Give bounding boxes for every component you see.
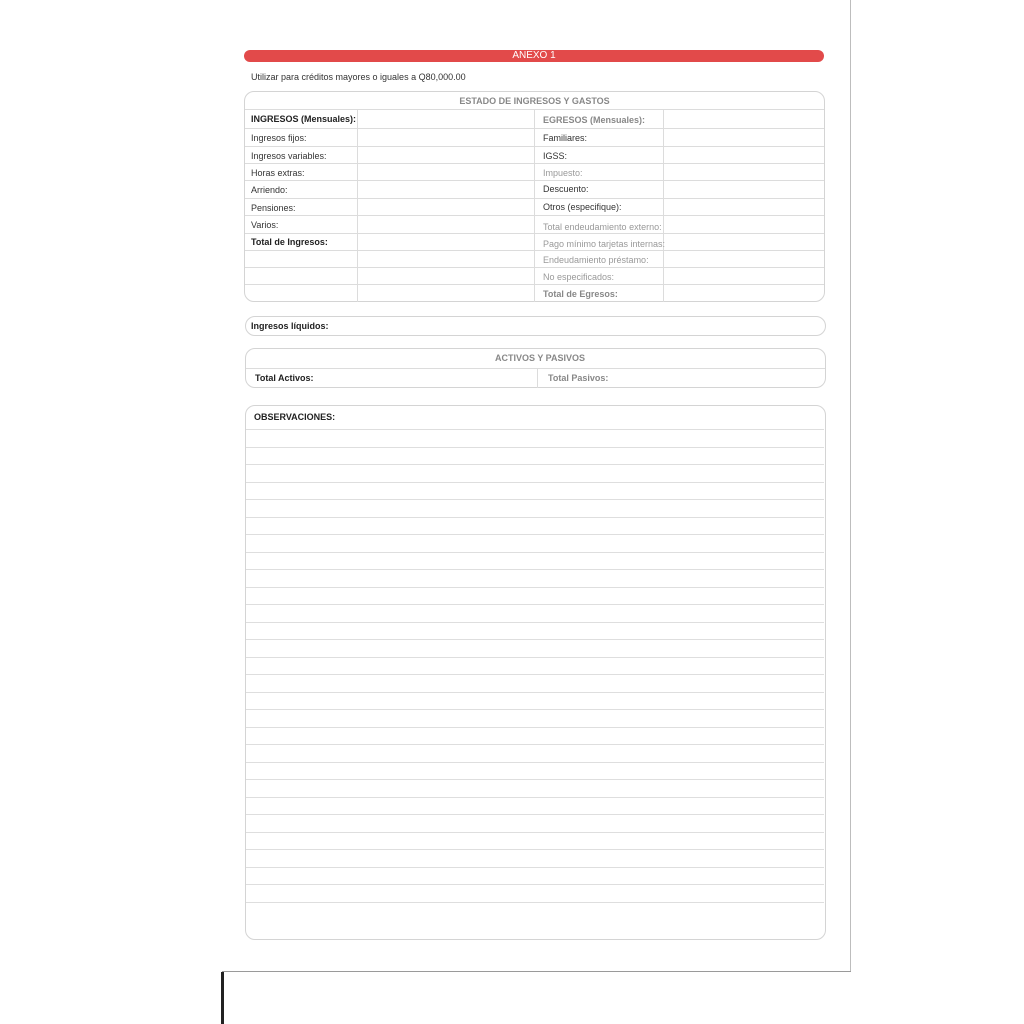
column-divider: [534, 110, 535, 302]
egresos-item: IGSS:: [543, 151, 568, 161]
row-divider: [245, 233, 824, 234]
egresos-total-label: Total de Egresos:: [543, 289, 618, 299]
ruled-line: [246, 499, 824, 500]
egresos-item: Descuento:: [543, 184, 589, 194]
row-divider: [245, 198, 824, 199]
ingresos-item: Ingresos fijos:: [251, 133, 307, 143]
ruled-line: [246, 797, 824, 798]
row-divider: [245, 128, 824, 129]
egresos-item: No especificados:: [543, 272, 615, 282]
egresos-item: Familiares:: [543, 133, 588, 143]
row-divider: [245, 215, 824, 216]
scan-edge-right: [850, 0, 851, 972]
row-divider: [245, 267, 824, 268]
ruled-line: [246, 692, 824, 693]
column-divider: [663, 110, 664, 302]
ruled-line: [246, 779, 824, 780]
ruled-line: [246, 867, 824, 868]
ruled-line: [246, 762, 824, 763]
row-divider: [245, 109, 824, 110]
ruled-line: [246, 622, 824, 623]
egresos-item: Total endeudamiento externo:: [543, 222, 662, 232]
ingresos-total-label: Total de Ingresos:: [251, 237, 328, 247]
row-divider: [245, 180, 824, 181]
ruled-line: [246, 482, 824, 483]
ruled-line: [246, 587, 824, 588]
ruled-line: [246, 552, 824, 553]
ruled-line: [246, 674, 824, 675]
column-divider: [537, 369, 538, 388]
ingresos-item: Pensiones:: [251, 203, 296, 213]
ruled-line: [246, 534, 824, 535]
annex-title-bar: [244, 50, 824, 62]
ingresos-item: Ingresos variables:: [251, 151, 327, 161]
row-divider: [245, 163, 824, 164]
form-instruction: Utilizar para créditos mayores o iguales a Q80,000.00: [251, 72, 466, 82]
ruled-line: [246, 832, 824, 833]
ruled-line: [246, 709, 824, 710]
annex-title: ANEXO 1: [512, 50, 556, 61]
egresos-heading: EGRESOS (Mensuales):: [543, 115, 646, 125]
scan-edge-bottom: [222, 971, 851, 972]
ingresos-heading: INGRESOS (Mensuales):: [251, 114, 357, 124]
ruled-line: [246, 657, 824, 658]
column-divider: [357, 110, 358, 302]
ruled-line: [246, 517, 824, 518]
row-divider: [245, 250, 824, 251]
ruled-line: [246, 744, 824, 745]
ruled-line: [246, 849, 824, 850]
observations-box: [245, 405, 826, 940]
ruled-line: [246, 604, 824, 605]
total-pasivos-label: Total Pasivos:: [548, 373, 609, 383]
egresos-item: Otros (especifique):: [543, 202, 622, 212]
ruled-line: [246, 639, 824, 640]
ruled-line: [246, 429, 824, 430]
ruled-line: [246, 727, 824, 728]
liquid-income-label: Ingresos líquidos:: [251, 321, 329, 331]
egresos-item: Endeudamiento préstamo:: [543, 255, 649, 265]
ingresos-item: Varios:: [251, 220, 279, 230]
assets-liabilities-heading: ACTIVOS Y PASIVOS: [494, 353, 586, 363]
ingresos-item: Horas extras:: [251, 168, 305, 178]
row-divider: [245, 284, 824, 285]
ruled-line: [246, 814, 824, 815]
observations-label: OBSERVACIONES:: [254, 412, 336, 422]
income-expense-heading: ESTADO DE INGRESOS Y GASTOS: [459, 96, 610, 106]
egresos-item: Impuesto:: [543, 168, 583, 178]
liquid-income-box: [245, 316, 826, 336]
ruled-line: [246, 884, 824, 885]
ruled-line: [246, 569, 824, 570]
scan-edge-left: [221, 972, 224, 1024]
ruled-line: [246, 902, 824, 903]
row-divider: [245, 146, 824, 147]
total-activos-label: Total Activos:: [255, 373, 314, 383]
ruled-line: [246, 447, 824, 448]
row-divider: [246, 368, 825, 369]
ruled-line: [246, 464, 824, 465]
egresos-item: Pago mínimo tarjetas internas:: [543, 239, 666, 249]
ingresos-item: Arriendo:: [251, 185, 288, 195]
